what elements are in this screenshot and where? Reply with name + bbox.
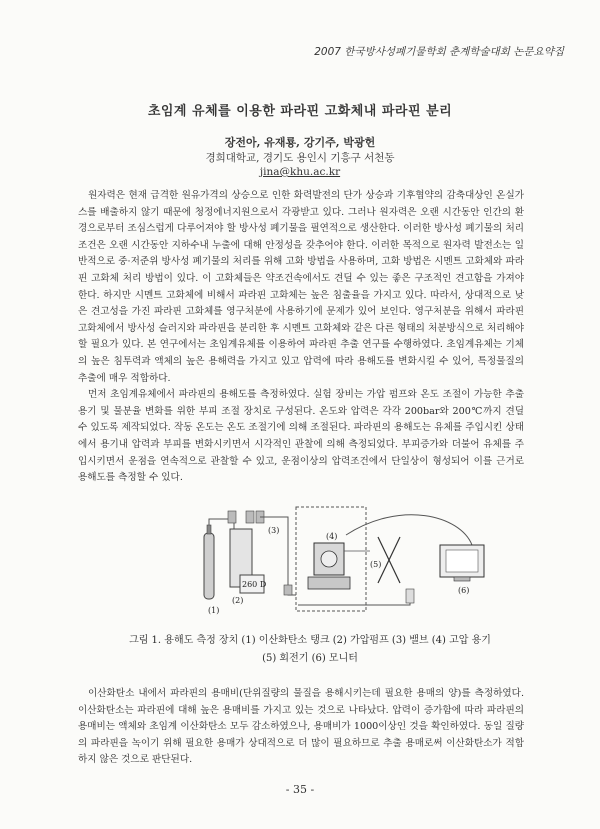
- rotator: [308, 577, 350, 589]
- author-email: jina@khu.ac.kr: [259, 166, 341, 178]
- apparatus-diagram: [200, 505, 500, 620]
- fig-label-5: (5): [370, 560, 382, 569]
- page-number: - 35 -: [285, 783, 315, 796]
- figure-caption: [100, 632, 520, 668]
- fig-label-1: (1): [208, 606, 220, 615]
- fig-label-6: (6): [458, 586, 470, 595]
- paragraph: 이산화탄소 내에서 파라핀의 용매비(단위질량의 물질을 용해시키는데 필요한 용매의 양)를 측정하였다. 이산화탄소는 파라핀에 대해 높은 용매비를 가지고 있는 것으로 나타났다. 압력이 증가함에 따라 파라핀의 용매비는 액체와 초임계 이산화탄소 모두 감소하였으나, 용매비가 1000이상인 것을 확인하였다. 동일 질량의 파라핀을 녹이기 위해 필요한 용매가 상대적으로 더 많이 필요하므로 추출 용매로써 이산화탄소가 적합하지 않은 것으로 판단된다.: [78, 688, 524, 766]
- tank-valve: [207, 525, 211, 534]
- fig-label-4: (4): [326, 532, 338, 541]
- valve-icon: [284, 585, 292, 595]
- apparatus-figure: [200, 505, 500, 620]
- author-list: 장전아, 유재룡, 강기주, 박광헌: [224, 136, 376, 149]
- paper-title: 초임계 유체를 이용한 파라핀 고화체내 파라핀 분리: [147, 104, 453, 119]
- sample-tube: [406, 589, 414, 603]
- running-header: 2007 한국방사성폐기물학회 춘계학술대회 논문요약집: [314, 46, 564, 58]
- valve-icon: [246, 511, 254, 523]
- caption-line: 그림 1. 용해도 측정 장치 (1) 이산화탄소 탱크 (2) 가압펌프 (3) 밸브 (4) 고압 용기: [129, 635, 491, 646]
- body-text-lower: [78, 686, 524, 769]
- body-text-upper: [78, 188, 524, 487]
- signal-cable: [346, 515, 472, 545]
- pump-model-label: 260 D: [242, 580, 267, 589]
- paragraph: 원자력은 현재 급격한 원유가격의 상승으로 인한 화력발전의 단가 상승과 기후협약의 감축대상인 온실가스를 배출하지 않기 때문에 청정에너지원으로서 각광받고 있다. 그러나 원자력은 오랜 시간동안 인간의 환경으로부터 조심스럽게 다루어져야 할 방사성 폐기물을 필연적으로 생산한다. 이러한 방사성 폐기물의 처리조건은 오랜 시간동안 지하수내 누출에 대해 안정성을 갖추어야 한다. 이러한 목적으로 원자력 발전소는 일반적으로 중·저준위 방사성 폐기물의 처리를 위해 고화 방법을 사용하며, 고화 방법은 시멘트 고화체와 파라핀 고화체 처리 방법이 있다. 이 고화체들은 약조건속에서도 견딜 수 있는 좋은 구조적인 견고함을 가져야 한다. 하지만 시멘트 고화체에 비해서 파라핀 고화체는 높은 침출율을 가지고 있다. 따라서, 상대적으로 낮은 견고성을 가진 파라핀 고화체를 영구처분에 사용하기에 문제가 있어 보인다. 영구처분을 위해서 파라핀 고화체에서 방사성 슬러지와 파라핀을 분리한 후 시멘트 고화체와 같은 다른 형태의 처분방식으로 처리해야 할 필요가 있다. 본 연구에서는 초임계유체를 이용하여 파라핀 추출 연구를 수행하였다. 초임계유체는 기체의 높은 침투력과 액체의 높은 용해력을 가지고 있고 압력에 따라 용해도를 변화시킬 수 있어, 특정물질의 추출에 매우 적합하다.: [78, 190, 524, 384]
- paragraph: 먼저 초임계유체에서 파라핀의 용해도를 측정하였다. 실험 장비는 가압 펌프와 온도 조절이 가능한 추출 용기 및 물분율 변화를 위한 부피 조절 장치로 구성된다. 온도와 압력은 각각 200bar와 200℃까지 견딜 수 있도록 제작되었다. 작동 온도는 온도 조절기에 의해 조절된다. 파라핀의 용해도는 유체를 주입시킨 상태에서 용기내 압력과 부피를 변화시키면서 시각적인 관찰에 의해 측정되었다. 부피증가와 더불어 유체를 주입시키면서 운점을 연속적으로 관찰할 수 있고, 운점이상의 압력조건에서 단일상이 형성되어 이를 근거로 용해도를 측정할 수 있다.: [78, 389, 524, 484]
- valve-icon: [228, 511, 236, 523]
- affiliation: 경희대학교, 경기도 용인시 기흥구 서천동: [205, 152, 395, 164]
- co2-tank: [204, 533, 214, 599]
- fig-label-3: (3): [268, 526, 280, 535]
- vessel-window: [321, 551, 337, 567]
- caption-line: (5) 회전기 (6) 모니터: [262, 653, 358, 664]
- fig-label-2: (2): [232, 596, 244, 605]
